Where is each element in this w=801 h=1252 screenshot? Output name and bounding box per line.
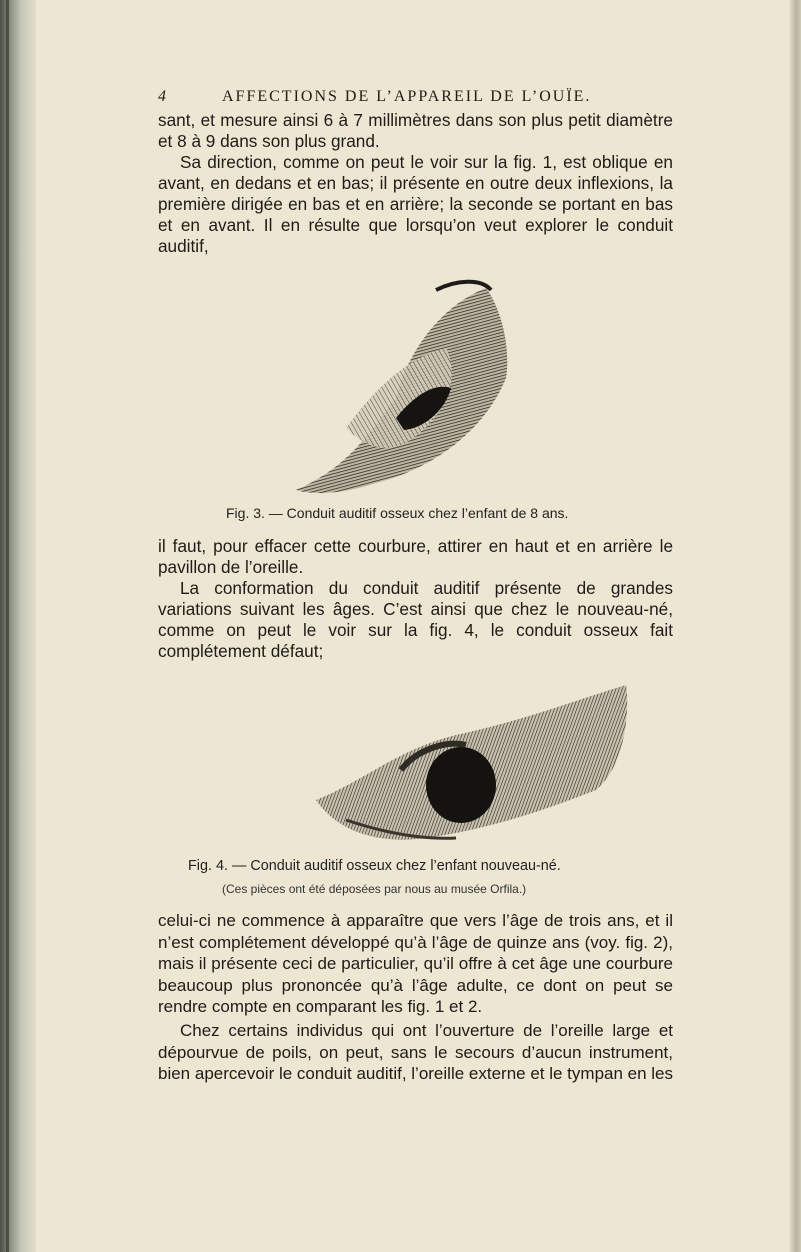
figure-4-note: (Ces pièces ont été déposées par nous au musée Orfila.) — [222, 882, 527, 896]
figure-4-illustration — [306, 680, 636, 850]
page-number: 4 — [158, 88, 167, 105]
book-page — [36, 0, 789, 1252]
paragraph-4: La conformation du conduit auditif présente de grandes variations suivant les âges. C’est ainsi que chez le nouveau-né, comme on peut le voir sur la fig. 4, le conduit osseux fait complétement défaut; — [158, 578, 673, 661]
page-edge — [789, 0, 801, 1252]
paragraph-5: celui-ci ne commence à apparaître que vers l’âge de trois ans, et il n’est complétement développé qu’à l’âge de quinze ans (voy. fig. 2), mais il présente ceci de particulier, qu’il offre à cet âge une courbure beaucoup plus prononcée qu’à l’âge adulte, ce dont on peut se rendre compte en comparant les fig. 1 et 2. — [158, 911, 673, 1017]
paragraph-3: il faut, pour effacer cette courbure, attirer en haut et en arrière le pavillon de l’oreille. — [158, 536, 673, 577]
figure-3-caption: Fig. 3. — Conduit auditif osseux chez l’enfant de 8 ans. — [226, 505, 569, 521]
paragraph-2: Sa direction, comme on peut le voir sur la fig. 1, est oblique en avant, en dedans et en bas; il présente en outre deux inflexions, la première dirigée en bas et en arrière; la seconde se portant en bas et en avant. Il en résulte que lorsqu’on veut explorer le conduit auditif, — [158, 152, 673, 256]
book-binding — [0, 0, 36, 1252]
paragraph-6: Chez certains individus qui ont l’ouverture de l’oreille large et dépourvue de poils, on peut, sans le secours d’aucun instrument, bien apercevoir le conduit auditif, l’oreille externe et le tympan en les — [158, 1021, 674, 1084]
figure-3-illustration — [286, 278, 516, 500]
figure-4-caption: Fig. 4. — Conduit auditif osseux chez l’enfant nouveau-né. — [188, 858, 561, 874]
paragraph-1: sant, et mesure ainsi 6 à 7 millimètres dans son plus petit diamètre et 8 à 9 dans son plus grand. — [158, 110, 673, 151]
running-title: AFFECTIONS DE L’APPAREIL DE L’OUÏE. — [222, 88, 592, 105]
